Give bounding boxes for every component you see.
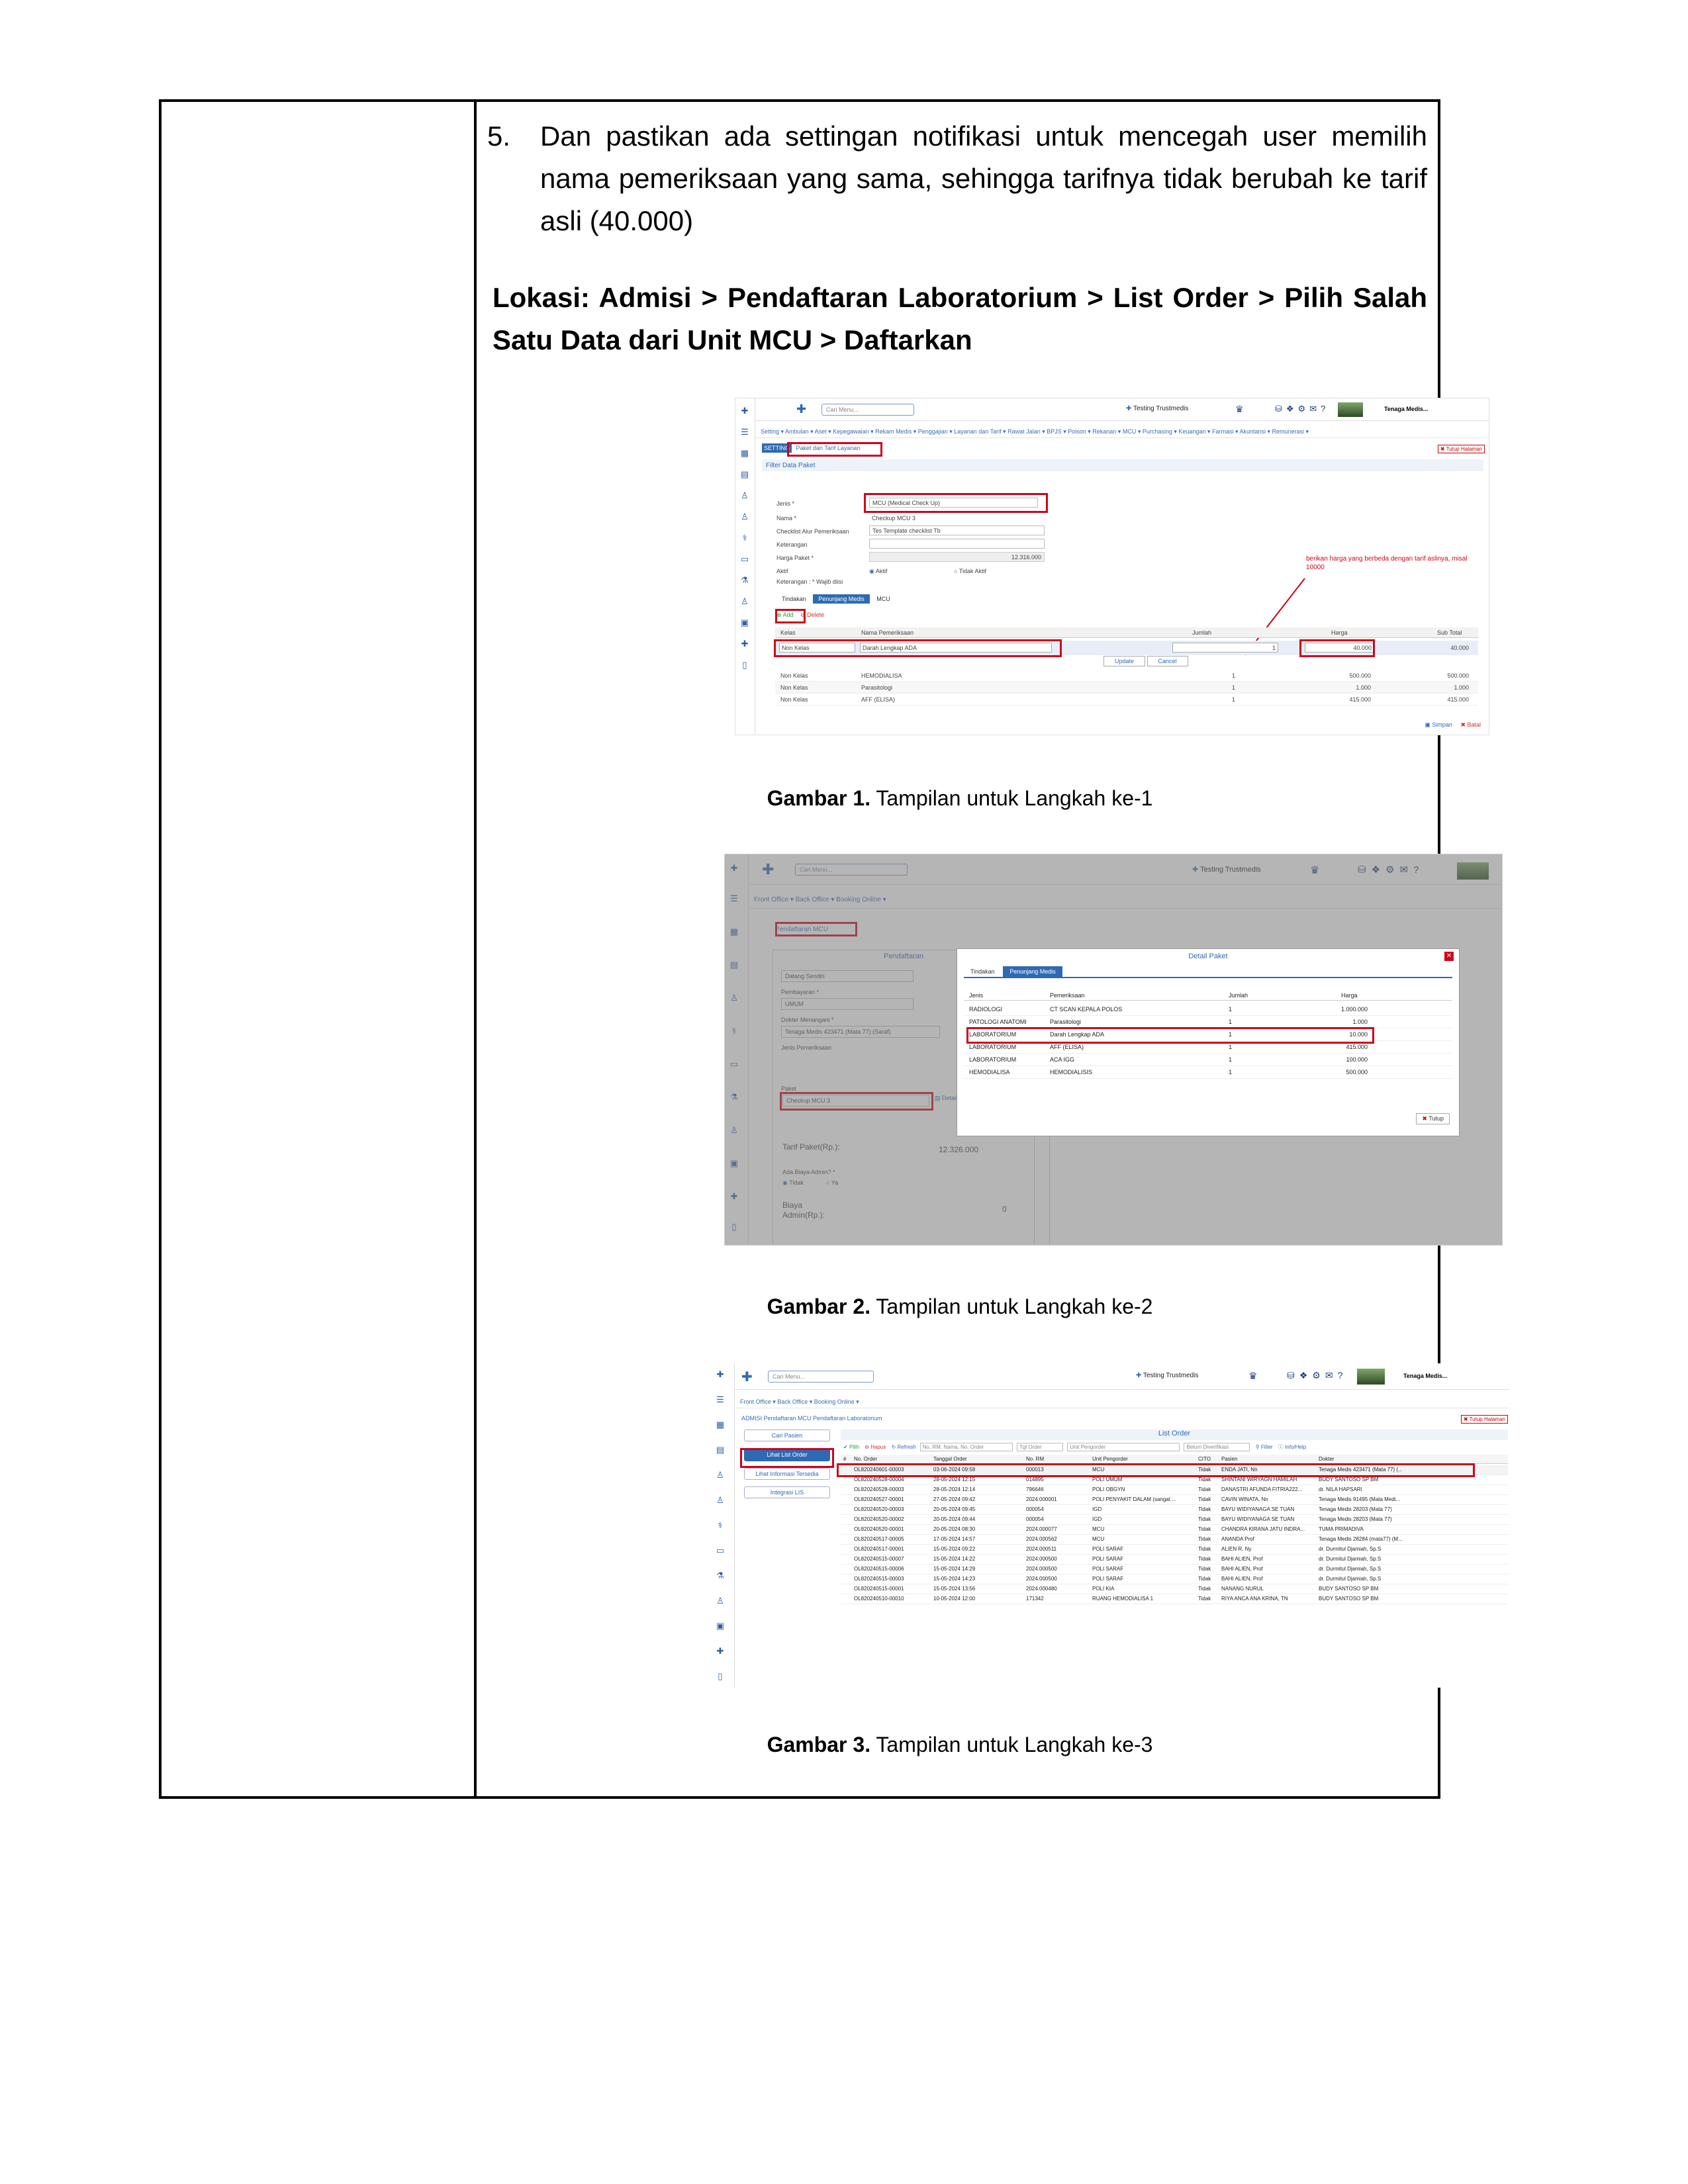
stethoscope-icon[interactable]: ⚕ [718, 1520, 723, 1530]
list-cell: 000013 [1026, 1467, 1044, 1473]
highlight-list-order [740, 1448, 834, 1468]
filter-button[interactable]: ⚲ Filter [1255, 1444, 1273, 1450]
bed-icon[interactable]: ▭ [740, 554, 749, 564]
list-cell: Tidak [1198, 1546, 1211, 1552]
form-label-checklist: Checklist Alur Pemeriksaan [776, 528, 849, 535]
list-cell: MCU [1092, 1467, 1105, 1473]
crown-icon[interactable]: ♛ [1235, 404, 1244, 414]
lihat-informasi-button[interactable]: Lihat Informasi Tersedia [744, 1468, 830, 1480]
highlight-harga [1299, 639, 1375, 657]
list-cell: IGD [1092, 1506, 1102, 1512]
close-button[interactable]: ✖ Tutup [1416, 1113, 1450, 1124]
list-cell: 2024.000500 [1026, 1576, 1057, 1582]
list-cell: Tidak [1198, 1566, 1211, 1572]
step-text: Dan pastikan ada settingan notifikasi untuk mencegah user memilih nama pemeriksaan yang sama, sehingga tarifnya tidak berubah ke tarif asli (40.000) [540, 120, 1427, 236]
left-column [162, 102, 477, 1796]
edit-subtotal: 40.000 [1450, 645, 1469, 651]
list-cell: BAYU WIDIYANAGA SE TUAN [1221, 1506, 1295, 1512]
list-cell: SHINTANI WIRYAGN HAMILAH [1221, 1477, 1297, 1482]
list-cell: OL820240520-00001 [854, 1526, 904, 1532]
list-cell: Tidak [1198, 1486, 1211, 1492]
list-order-panel [841, 1430, 1508, 1688]
breadcrumb[interactable]: ADMISI Pendaftaran MCU Pendaftaran Laboratorium [741, 1415, 882, 1422]
table-row[interactable] [841, 1594, 1508, 1604]
list-cell: DANASTRI AFUNDA FITRIA222... [1221, 1486, 1303, 1492]
list-cell: OL820240515-00006 [854, 1566, 904, 1572]
unit-select[interactable]: Unit Pengorder [1067, 1443, 1180, 1451]
user-search-icon[interactable]: ♙ [741, 512, 749, 522]
screenshot-1 [735, 398, 1489, 735]
list-cell: POLI SARAF [1092, 1566, 1124, 1572]
table-row[interactable] [841, 1555, 1508, 1565]
close-icon[interactable]: ✕ [1444, 952, 1454, 961]
integrasi-lis-button[interactable]: Integrasi LIS [744, 1486, 830, 1498]
list-cell: CAVIN WINATA, Nn [1221, 1496, 1268, 1502]
close-page-button[interactable]: ✖ Tutup Halaman [1461, 1415, 1508, 1424]
table-row[interactable]: Non Kelas Parasitologi 1 1.000 1.000 [775, 682, 1478, 694]
sidebar [735, 398, 755, 735]
list-cell: 2024.000077 [1026, 1526, 1057, 1532]
document-icon[interactable]: ▯ [718, 1671, 723, 1681]
list-cell: OL820240515-00001 [854, 1586, 904, 1592]
table-row[interactable]: Non Kelas AFF (ELISA) 1 415.000 415.000 [775, 694, 1478, 705]
list-cell: 15-05-2024 14:23 [933, 1576, 976, 1582]
list-cell: Tenaga Medis 28284 (mata77) (M... [1319, 1536, 1403, 1542]
app-logo-icon: ✚ [741, 1370, 753, 1385]
list-cell: Tenaga Medis 423471 (Mata 77) (... [1319, 1467, 1403, 1473]
crown-icon[interactable]: ♛ [1248, 1371, 1258, 1382]
highlight-mcu-row [837, 1463, 1475, 1477]
radio-tidak-aktif[interactable]: ○ Tidak Aktif [954, 568, 986, 574]
logo-icon: ✚ [716, 1369, 724, 1379]
annotation-text: berikan harga yang berbeda dengan tarif aslinya, misal 10000 [1306, 555, 1468, 571]
pilih-button[interactable]: ✔ Pilih [843, 1444, 860, 1450]
user-avatar[interactable] [1338, 402, 1363, 417]
list-cell: OL820240515-00007 [854, 1556, 904, 1562]
logo-icon: ✚ [741, 406, 749, 416]
tab-penunjang-medis[interactable]: Penunjang Medis [1003, 966, 1062, 977]
order-date-input[interactable]: Tgl Order [1017, 1443, 1063, 1451]
list-cell: 10-05-2024 12:00 [933, 1596, 976, 1602]
modal-table-header: Jenis Pemeriksaan Jumlah Harga [964, 990, 1452, 1001]
lihat-list-order-button[interactable]: Lihat List Order [744, 1448, 830, 1461]
tab-mcu[interactable]: MCU [876, 596, 890, 602]
form-label-harga: Harga Paket * [776, 555, 814, 561]
list-cell: NANANG NURUL [1221, 1586, 1264, 1592]
list-cell: Tidak [1198, 1467, 1211, 1473]
id-card-icon[interactable]: ▤ [716, 1445, 725, 1455]
detail-paket-modal [957, 948, 1460, 1136]
list-cell: POLI PENYAKIT DALAM (sangat ... [1092, 1496, 1176, 1502]
list-cell: OL820240520-00002 [854, 1516, 904, 1522]
info-help-button[interactable]: ⓘ Info/Help [1278, 1444, 1307, 1450]
list-cell: MCU [1092, 1536, 1105, 1542]
table-row[interactable] [841, 1505, 1508, 1515]
list-cell: dr. NILA HAPSARI [1319, 1486, 1362, 1492]
update-button[interactable]: Update [1103, 656, 1145, 666]
list-cell: Tidak [1198, 1477, 1211, 1482]
list-cell: OL820240515-00003 [854, 1576, 904, 1582]
list-cell: ANANDA Prof [1221, 1536, 1254, 1542]
list-cell: 15-05-2024 14:29 [933, 1566, 976, 1572]
detail-tabs [776, 596, 896, 602]
grid-header: Kelas Nama Pemeriksaan Jumlah Harga Sub Total [775, 627, 1478, 638]
checklist-select[interactable]: Tes Template checklist Tb [869, 525, 1045, 535]
table-row[interactable]: LABORATORIUM AFF (ELISA) 1 415.000 [964, 1041, 1452, 1054]
refresh-button[interactable]: ↻ Refresh [891, 1444, 916, 1450]
list-cell: RUANG HEMODIALISA 1 [1092, 1596, 1154, 1602]
step-number: 5. [487, 120, 511, 152]
list-cell: 796646 [1026, 1486, 1044, 1492]
site-name: ✚ Testing Trustmedis [1126, 405, 1189, 412]
plus-icon[interactable]: ✚ [741, 639, 749, 649]
list-cell: IGD [1092, 1516, 1102, 1522]
list-cell: Tidak [1198, 1506, 1211, 1512]
bed-icon[interactable]: ▭ [716, 1545, 725, 1555]
modal-tabs [964, 966, 1452, 978]
dashboard-icon[interactable]: ▦ [716, 1420, 725, 1430]
modal-title: Detail Paket [1188, 952, 1228, 960]
list-cell: OL820240510-00010 [854, 1596, 904, 1602]
toolbar-icons[interactable]: ⛁❖⚙✉? [1275, 404, 1330, 414]
app-logo-icon: ✚ [796, 402, 807, 416]
user-icon[interactable]: ♙ [741, 490, 749, 500]
list-cell: 014895 [1026, 1477, 1044, 1482]
list-cell: RIYA ANCA ANA KRINA, TN [1221, 1596, 1288, 1602]
list-cell: 2024.000480 [1026, 1586, 1057, 1592]
list-cell: 171342 [1026, 1596, 1044, 1602]
document-icon[interactable]: ▯ [742, 660, 747, 670]
table-row[interactable]: Non Kelas HEMODIALISA 1 500.000 500.000 [775, 670, 1478, 682]
table-row[interactable]: LABORATORIUM Darah Lengkap ADA 1 10.000 [964, 1028, 1452, 1041]
plus-icon[interactable]: ✚ [716, 1646, 724, 1656]
list-cell: POLI SARAF [1092, 1556, 1124, 1562]
cari-pasien-button[interactable]: Cari Pasien [744, 1430, 830, 1441]
document-table [159, 99, 1505, 1799]
site-name: ✚ Testing Trustmedis [1136, 1372, 1199, 1379]
tab-penunjang-medis[interactable]: Penunjang Medis [813, 594, 870, 604]
user-search-icon[interactable]: ♙ [716, 1495, 724, 1505]
list-cell: BUDY SANTOSO SP BM [1319, 1596, 1379, 1602]
list-cell: 27-05-2024 09:42 [933, 1496, 976, 1502]
list-cell: 03-06-2024 09:58 [933, 1467, 976, 1473]
list-cell: 17-05-2024 14:57 [933, 1536, 976, 1542]
list-cell: BAHI ALIEN, Prof [1221, 1566, 1263, 1572]
list-cell: Tidak [1198, 1576, 1211, 1582]
cancel-button[interactable]: Cancel [1147, 656, 1188, 666]
list-cell: MCU [1092, 1526, 1105, 1532]
keterangan-field[interactable] [869, 539, 1045, 549]
delete-button[interactable]: ⊖ Delete [800, 612, 825, 618]
form-label-aktif: Aktif [776, 568, 788, 574]
list-cell: OL820240520-00003 [854, 1506, 904, 1512]
dashboard-icon[interactable]: ▦ [740, 448, 749, 458]
id-card-icon[interactable]: ▤ [740, 469, 749, 479]
user-name[interactable]: Tenaga Medis... [1403, 1373, 1448, 1379]
form-actions [1425, 721, 1481, 729]
list-cell: Tenaga Medis 91495 (Mata Medi... [1319, 1496, 1401, 1502]
highlight-darah-lengkap [966, 1027, 1374, 1044]
menu-search-input[interactable]: Cari Menu... [821, 404, 914, 416]
list-cell: TUMA PRIMADIVA [1319, 1526, 1364, 1532]
list-cell: 2024.000500 [1026, 1566, 1057, 1572]
list-cell: OL820240601-00003 [854, 1467, 904, 1473]
tab-tindakan[interactable]: Tindakan [782, 596, 806, 602]
list-cell: OL820240517-00005 [854, 1536, 904, 1542]
list-cell: BAHI ALIEN, Prof [1221, 1556, 1263, 1562]
table-row[interactable] [841, 1545, 1508, 1555]
list-cell: 2024.000001 [1026, 1496, 1057, 1502]
list-cell: 28-05-2024 12:15 [933, 1477, 976, 1482]
table-row[interactable] [841, 1535, 1508, 1545]
list-cell: Tidak [1198, 1496, 1211, 1502]
list-search-input[interactable]: No. RM, Nama, No. Order [920, 1443, 1013, 1451]
list-cell: OL820240528-00003 [854, 1486, 904, 1492]
highlight-add [775, 609, 806, 623]
table-row[interactable] [841, 1515, 1508, 1525]
table-row[interactable] [841, 1485, 1508, 1495]
list-cell: 15-05-2024 09:22 [933, 1546, 976, 1552]
table-row[interactable] [841, 1584, 1508, 1594]
list-order-title: List Order [841, 1430, 1508, 1440]
edit-jumlah-field[interactable]: 1 [1172, 643, 1278, 653]
flask-icon[interactable]: ⚗ [716, 1570, 724, 1580]
list-cell: Tidak [1198, 1586, 1211, 1592]
list-cell: 000054 [1026, 1506, 1044, 1512]
user-icon[interactable]: ♙ [716, 1470, 724, 1480]
caption-2: Gambar 2. Tampilan untuk Langkah ke-2 [767, 1295, 1153, 1318]
tab-tindakan[interactable]: Tindakan [970, 968, 995, 975]
required-note: Keterangan : * Wajib diisi [776, 578, 843, 585]
stethoscope-icon[interactable]: ⚕ [742, 533, 747, 543]
screenshot-2 [724, 854, 1503, 1246]
top-bar [755, 398, 1489, 421]
list-rows [841, 1465, 1508, 1604]
flask-icon[interactable]: ⚗ [741, 575, 749, 585]
list-cell: dr. Durmitul Djamiah, Sp.S [1319, 1576, 1382, 1582]
list-cell: 2024.000562 [1026, 1536, 1057, 1542]
list-cell: Tidak [1198, 1516, 1211, 1522]
list-toolbar [843, 1443, 1306, 1451]
report-icon[interactable]: ▣ [740, 617, 749, 627]
user-name[interactable]: Tenaga Medis... [1384, 406, 1429, 412]
list-cell: POLI KIA [1092, 1586, 1115, 1592]
table-row[interactable] [841, 1495, 1508, 1505]
edit-kelas-select[interactable]: Non Kelas [779, 643, 855, 653]
location-path: Lokasi: Admisi > Pendaftaran Laboratorium > List Order > Pilih Salah Satu Data dari Unit MCU > Daftarkan [492, 282, 1427, 355]
breadcrumb-tag: SETTING [762, 443, 792, 453]
list-cell: Tidak [1198, 1556, 1211, 1562]
edit-harga-field[interactable]: 40.000 [1305, 643, 1374, 653]
form-label-keterangan: Keterangan [776, 541, 808, 548]
list-cell: Tenaga Medis 28203 (Mata 77) [1319, 1516, 1392, 1522]
list-cell: Tenaga Medis 28203 (Mata 77) [1319, 1506, 1392, 1512]
list-cell: dr. Durmitul Djamiah, Sp.S [1319, 1556, 1382, 1562]
list-cell: 2024.000500 [1026, 1556, 1057, 1562]
list-cell: ALIEN R, Ny [1221, 1546, 1252, 1552]
section-title: Filter Data Paket [762, 459, 1483, 471]
caption-3: Gambar 3. Tampilan untuk Langkah ke-3 [767, 1733, 1153, 1756]
table-row[interactable] [841, 1525, 1508, 1535]
list-cell: BUDY SANTOSO SP BM [1319, 1586, 1379, 1592]
caption-1: Gambar 1. Tampilan untuk Langkah ke-1 [767, 786, 1153, 810]
cancel-form-button[interactable]: ✖ Batal [1460, 721, 1481, 728]
list-cell: POLI UMUM [1092, 1477, 1123, 1482]
radio-aktif[interactable]: ◉ Aktif [869, 568, 888, 574]
list-cell: 20-05-2024 08:30 [933, 1526, 976, 1532]
highlight-breadcrumb [787, 442, 882, 457]
list-cell: CHANDRA KIRANA JATU INDRA... [1221, 1526, 1305, 1532]
list-cell: OL820240527-00001 [854, 1496, 904, 1502]
table-row[interactable]: PATOLOGI ANATOMI Parasitologi 1 1.000 [964, 1016, 1452, 1028]
doctor-icon[interactable]: ♙ [716, 1596, 724, 1606]
harga-field: 12.316.000 [869, 552, 1045, 562]
sidebar [711, 1363, 735, 1688]
list-cell: Tidak [1198, 1536, 1211, 1542]
list-cell: POLI OBGYN [1092, 1486, 1125, 1492]
save-button[interactable]: ▣ Simpan [1425, 721, 1452, 728]
highlight-jenis [864, 493, 1048, 513]
right-column [479, 102, 1505, 1796]
list-cell: 000054 [1026, 1516, 1044, 1522]
list-cell: 20-05-2024 09:44 [933, 1516, 976, 1522]
menu-icon[interactable]: ☰ [716, 1394, 724, 1404]
list-cell: POLI SARAF [1092, 1546, 1124, 1552]
doctor-icon[interactable]: ♙ [741, 596, 749, 606]
list-cell: BAYU WIDIYANAGA SE TUAN [1221, 1516, 1295, 1522]
screenshot-3 [711, 1363, 1509, 1688]
grid-rows [775, 670, 1478, 705]
list-cell: 2024.000511 [1026, 1546, 1057, 1552]
list-header: # No. Order Tanggal Order No. RM Unit Pengorder CITO Pasien Dokter [841, 1455, 1508, 1464]
list-cell: ENDA JATI, Nn [1221, 1467, 1258, 1473]
step-paragraph [487, 115, 1427, 242]
menu-search-input[interactable]: Cari Menu... [768, 1371, 874, 1383]
top-bar [735, 1363, 1509, 1390]
row-editor-buttons [1103, 658, 1188, 664]
edit-nama-select[interactable]: Darah Lengkap ADA [860, 643, 1052, 653]
breadcrumb-page[interactable]: Paket dan Tarif Layanan [796, 445, 861, 451]
main-menu[interactable]: Front Office ▾ Back Office ▾ Booking Online ▾ [735, 1395, 1509, 1408]
user-avatar[interactable] [1357, 1369, 1385, 1385]
list-cell: OL820240528-00004 [854, 1477, 904, 1482]
nama-field[interactable]: Checkup MCU 3 [872, 515, 916, 522]
highlight-edit-row [774, 639, 1062, 657]
form-label-jenis: Jenis * [776, 500, 795, 507]
main-menu[interactable]: Setting ▾ Ambulan ▾ Aset ▾ Kepegawaian ▾ Rekam Medis ▾ Penggajian ▾ Layanan dan Tarif ▾ Rawat Jalan ▾ BPJS ▾ Poison ▾ Rekanan ▾ MCU ▾ Purchasing ▾ Keuangan ▾ Farmasi ▾ Akuntansi ▾ Remunerasi ▾ [755, 425, 1489, 438]
close-page-button[interactable]: ✖ Tutup Halaman [1438, 445, 1485, 453]
table-row[interactable]: RADIOLOGI CT SCAN KEPALA POLOS 1 1.000.000 [964, 1003, 1452, 1016]
list-cell: 15-05-2024 13:56 [933, 1586, 976, 1592]
menu-icon[interactable]: ☰ [741, 427, 749, 437]
table-row[interactable]: HEMODIALISA HEMODIALISIS 1 500.000 [964, 1066, 1452, 1079]
list-cell: 28-05-2024 12:14 [933, 1486, 976, 1492]
list-cell: BAHI ALIEN, Prof [1221, 1576, 1263, 1582]
jenis-select[interactable]: MCU (Medical Check Up) [869, 498, 1038, 508]
list-cell: POLI SARAF [1092, 1576, 1124, 1582]
table-row[interactable]: LABORATORIUM ACA IGG 1 100.000 [964, 1054, 1452, 1066]
table-row[interactable] [841, 1565, 1508, 1574]
hapus-button[interactable]: ⊖ Hapus [865, 1444, 886, 1450]
status-select[interactable]: Belum Diverifikasi [1184, 1443, 1250, 1451]
list-cell: 15-05-2024 14:22 [933, 1556, 976, 1562]
toolbar-icons[interactable]: ⛁❖⚙✉? [1287, 1370, 1348, 1381]
list-cell: BUDY SANTOSO SP BM [1319, 1477, 1379, 1482]
list-cell: Tidak [1198, 1596, 1211, 1602]
list-cell: dr. Durmitul Djamiah, Sp.S [1319, 1566, 1382, 1572]
list-cell: Tidak [1198, 1526, 1211, 1532]
site-logo-icon: ✚ [1126, 405, 1133, 412]
table-row[interactable] [841, 1574, 1508, 1584]
add-button[interactable]: ⊕ Add [776, 612, 794, 618]
list-cell: dr. Durmitul Djamiah, Sp.S [1319, 1546, 1382, 1552]
report-icon[interactable]: ▣ [716, 1621, 725, 1631]
list-cell: 20-05-2024 09:45 [933, 1506, 976, 1512]
list-cell: OL820240517-00001 [854, 1546, 904, 1552]
form-label-nama: Nama * [776, 515, 797, 522]
